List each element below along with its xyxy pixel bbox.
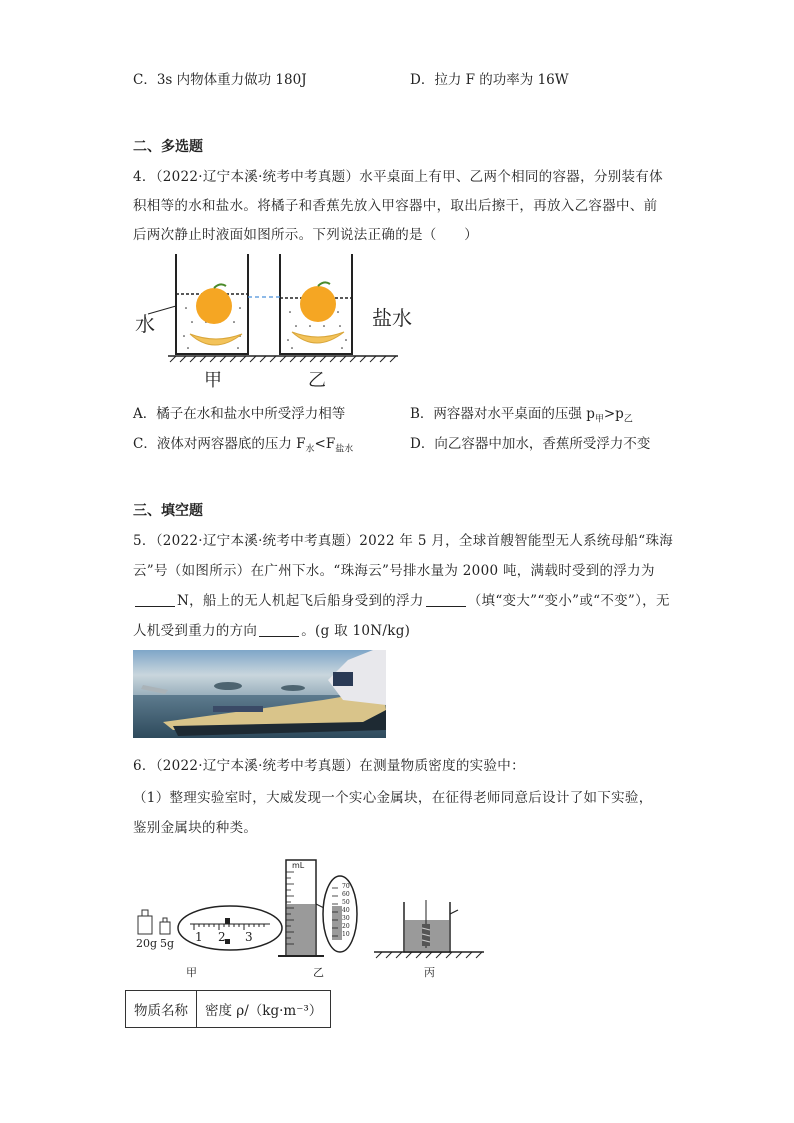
- section-title-multi-choice: 二、多选题: [133, 139, 203, 155]
- zoom-tick-40: 40: [342, 907, 350, 914]
- q5-line-3: N，船上的无人机起飞后船身受到的浮力 （填“变大”“变小”或“不变”），无: [133, 589, 670, 609]
- orange-jia: [196, 288, 232, 324]
- figure-label-bing: 丙: [424, 966, 435, 979]
- scale-tick-1: 1: [195, 930, 203, 944]
- figure-label-yi: 乙: [313, 966, 324, 979]
- q4-option-c: C．液体对两容器底的压力 $F_水<F_{盐水}$: [133, 436, 354, 455]
- cylinder-unit: mL: [292, 861, 305, 870]
- zoom-tick-20: 20: [342, 923, 350, 930]
- q4-line-3: 后两次静止时液面如图所示。下列说法正确的是（ ）: [133, 227, 478, 243]
- label-water: 水: [135, 312, 155, 336]
- q3-option-d: D．拉力 F 的功率为 16W: [410, 72, 569, 88]
- container-jia: [176, 254, 248, 354]
- scale-tick-3: 3: [245, 930, 253, 944]
- label-salt-water: 盐水: [372, 306, 412, 330]
- q4-option-a: A．橘子在水和盐水中所受浮力相等: [133, 406, 346, 422]
- label-container-yi: 乙: [308, 370, 326, 391]
- q6-line-2: （1）整理实验室时，大威发现一个实心金属块，在征得老师同意后设计了如下实验，: [133, 790, 653, 806]
- q6-line-1: 6．（2022·辽宁本溪·统考中考真题）在测量物质密度的实验中：: [133, 758, 525, 774]
- q5-line-4: 人机受到重力的方向 。(g 取 10N/kg): [133, 623, 411, 639]
- weight-5g-label: 5g: [160, 937, 175, 950]
- zoom-tick-50: 50: [342, 899, 350, 906]
- banana-jia: [190, 334, 242, 345]
- section-title-fill-blank: 三、填空题: [133, 503, 203, 519]
- label-container-jia: 甲: [204, 370, 222, 391]
- q4-option-b: B．两容器对水平桌面的压强 $p_甲>p_乙$: [410, 406, 633, 425]
- density-table: [125, 990, 331, 1028]
- q5-line-1: 5．（2022·辽宁本溪·统考中考真题）2022 年 5 月，全球首艘智能型无人系统母船“珠海: [133, 533, 674, 549]
- q6-figure-experiment: [128, 852, 508, 962]
- q4-line-2: 积相等的水和盐水。将橘子和香蕉先放入甲容器中，取出后擦干，再放入乙容器中、前: [133, 198, 658, 214]
- table-header-density: 密度 ρ/（kg·m⁻³）: [197, 991, 331, 1028]
- answer-blank-direction[interactable]: [259, 624, 299, 637]
- q3-option-c: C．3s 内物体重力做功 180J: [133, 72, 307, 88]
- zoom-tick-60: 60: [342, 891, 350, 898]
- zoom-tick-70: 70: [342, 883, 350, 890]
- table-header-material: 物质名称: [126, 991, 197, 1028]
- ship-photo: [133, 650, 386, 738]
- container-yi: [280, 254, 352, 354]
- zoom-tick-10: 10: [342, 931, 350, 938]
- weight-20g: [138, 910, 152, 934]
- scale-tick-2: 2: [218, 930, 226, 944]
- q5-line-2: 云”号（如图所示）在广州下水。“珠海云”号排水量为 2000 吨，满载时受到的浮力为: [133, 563, 655, 579]
- answer-blank-change[interactable]: [426, 594, 466, 607]
- zoom-tick-30: 30: [342, 915, 350, 922]
- weight-5g: [160, 918, 170, 934]
- q4-option-d: D．向乙容器中加水，香蕉所受浮力不变: [410, 436, 651, 452]
- q4-line-1: 4．（2022·辽宁本溪·统考中考真题）水平桌面上有甲、乙两个相同的容器，分别装有体: [133, 169, 663, 185]
- figure-label-jia: 甲: [186, 966, 197, 979]
- banana-yi: [292, 332, 344, 343]
- answer-blank-buoyancy[interactable]: [135, 594, 175, 607]
- q6-line-3: 鉴别金属块的种类。: [133, 820, 258, 836]
- table-row: [126, 991, 331, 1028]
- weight-20g-label: 20g: [136, 937, 158, 950]
- orange-yi: [300, 286, 336, 322]
